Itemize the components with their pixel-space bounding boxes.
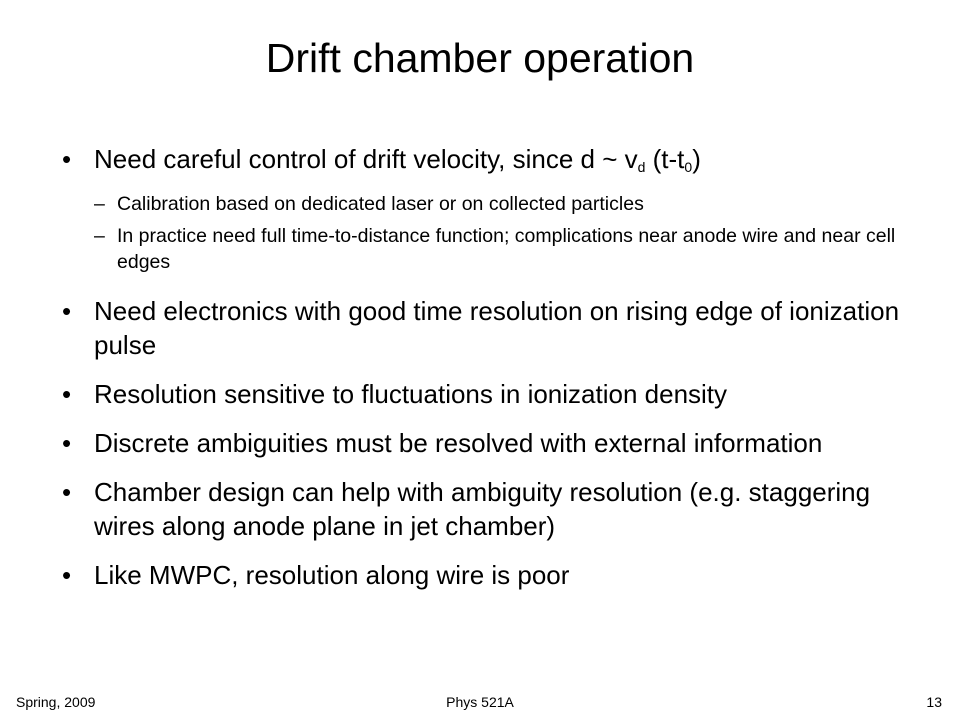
sub-bullet-text: In practice need full time-to-distance function; complications near anode wire and near cell edges: [117, 225, 896, 273]
footer-page-number: 13: [926, 694, 942, 710]
dash-icon: –: [94, 225, 105, 247]
bullet-text: Like MWPC, resolution along wire is poor: [94, 560, 570, 590]
bullet-item-mwpc: [62, 558, 922, 592]
footer-date: Spring, 2009: [16, 694, 96, 710]
bullet-text-part: Need careful control of drift velocity, since d ~ v: [94, 144, 638, 174]
bullet-icon: •: [62, 379, 72, 409]
bullet-text: [94, 144, 701, 174]
subscript-0: 0: [684, 159, 693, 175]
sub-bullet-text: Calibration based on dedicated laser or on collected particles: [117, 193, 644, 215]
dash-icon: –: [94, 193, 105, 215]
bullet-icon: •: [62, 144, 72, 174]
bullet-item-discrete-ambiguities: [62, 426, 922, 460]
bullet-text-part: ): [692, 144, 701, 174]
bullet-text: Discrete ambiguities must be resolved with external information: [94, 428, 823, 458]
bullet-text: Need electronics with good time resolution on rising edge of ionization pulse: [94, 296, 900, 360]
footer-course: Phys 521A: [446, 694, 514, 710]
bullet-item-resolution-fluctuations: [62, 377, 922, 411]
subscript-d: d: [637, 159, 646, 175]
bullet-text: Resolution sensitive to fluctuations in ionization density: [94, 379, 728, 409]
slide-title: Drift chamber operation: [265, 35, 695, 81]
bullet-item-chamber-design: [62, 475, 922, 543]
bullet-icon: •: [62, 296, 72, 326]
bullet-icon: •: [62, 477, 72, 507]
bullet-list: [62, 142, 922, 607]
bullet-icon: •: [62, 428, 72, 458]
bullet-item-drift-velocity: [62, 142, 922, 176]
sub-bullet-calibration: [94, 191, 922, 217]
bullet-item-electronics: [62, 294, 922, 362]
bullet-text-part: (t-t: [645, 144, 685, 174]
sub-bullet-list: [62, 191, 922, 275]
sub-bullet-time-to-distance: [94, 223, 922, 275]
bullet-text: Chamber design can help with ambiguity resolution (e.g. staggering wires along anode plane in jet chamber): [94, 477, 871, 541]
bullet-icon: •: [62, 560, 72, 590]
